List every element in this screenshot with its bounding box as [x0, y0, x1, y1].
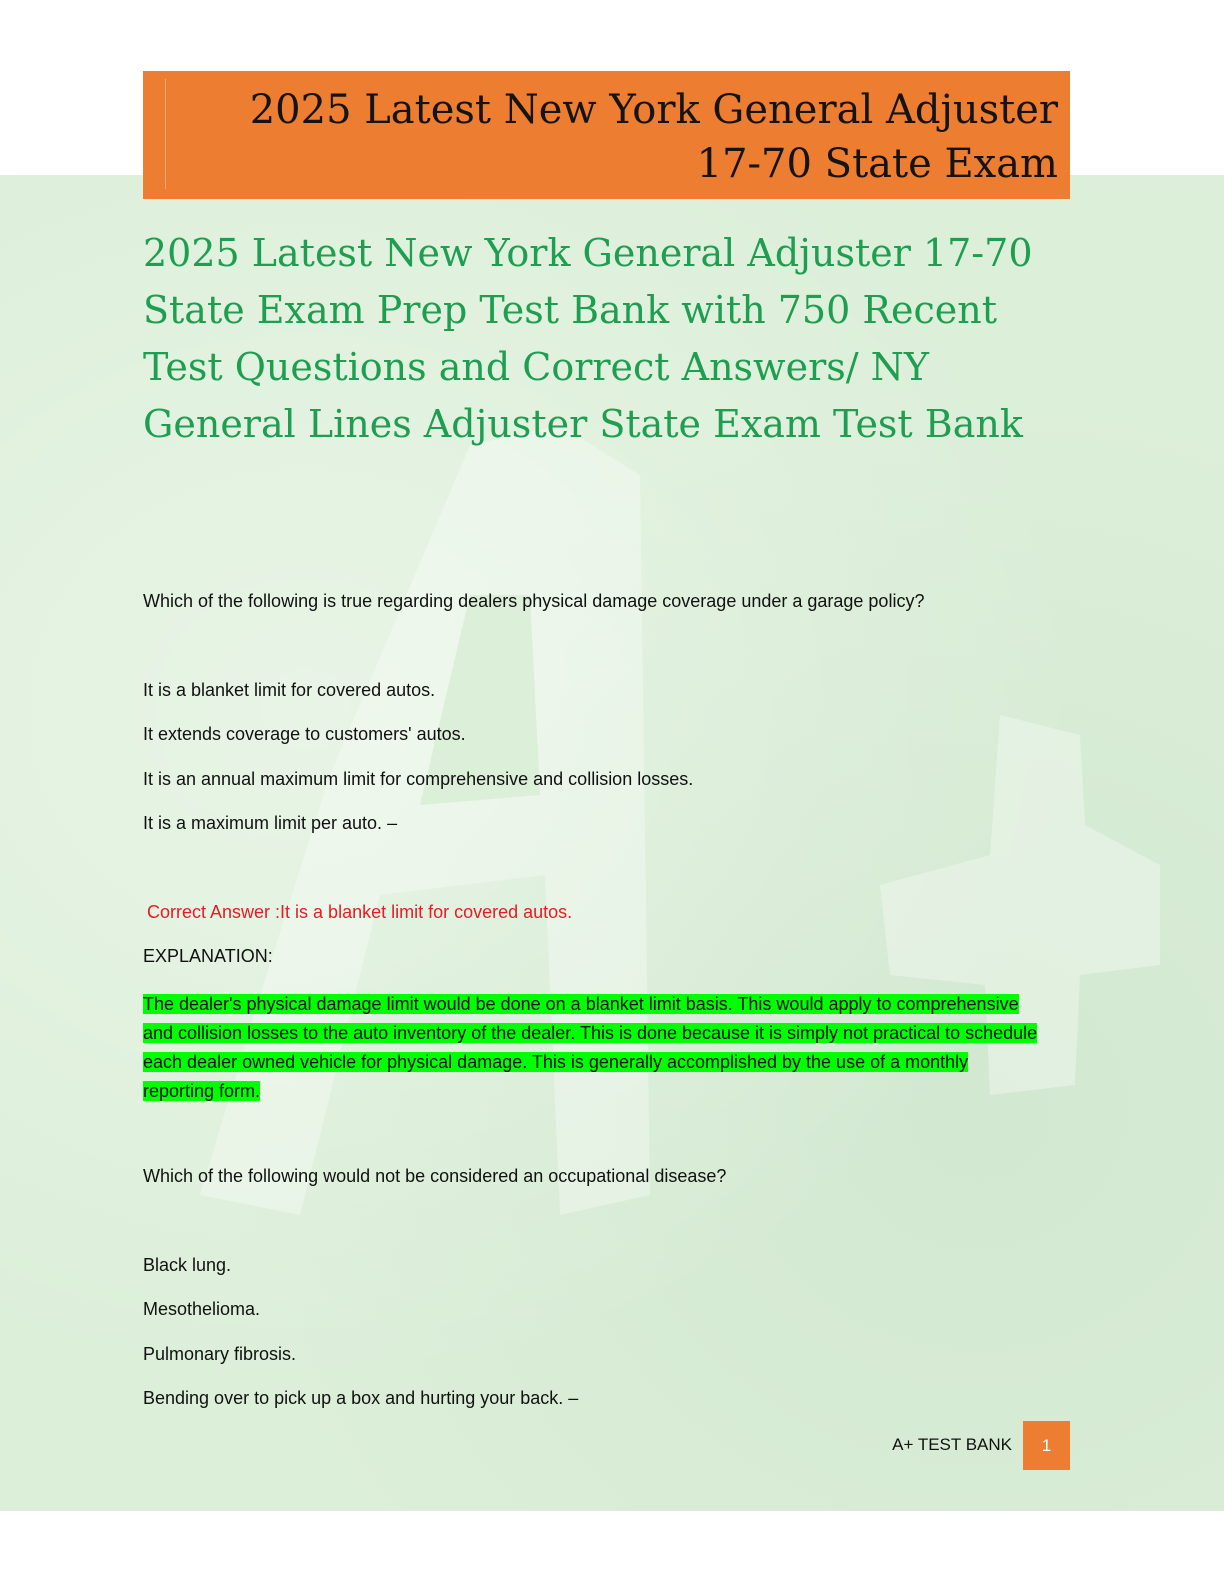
q2-option-3: Pulmonary fibrosis.	[143, 1344, 297, 1364]
question-2: Which of the following would not be considered an occupational disease?	[143, 1166, 727, 1186]
q2-option-4: Bending over to pick up a box and hurting your back. –	[143, 1388, 579, 1408]
document-heading: 2025 Latest New York General Adjuster 17-70 State Exam Prep Test Bank with 750 Recent Test Questions and Correct Answers/ NY General Lines Adjuster State Exam Test Bank	[143, 231, 1033, 446]
question-1: Which of the following is true regarding dealers physical damage coverage under a garage policy?	[143, 591, 925, 611]
q1-explanation-label: EXPLANATION:	[143, 946, 273, 966]
q1-explanation	[143, 990, 1043, 1106]
banner-title: 2025 Latest New York General Adjuster 17-70 State Exam	[249, 87, 1058, 187]
q1-option-1: It is a blanket limit for covered autos.	[143, 680, 436, 700]
q1-explanation-text: The dealer's physical damage limit would be done on a blanket limit basis. This would apply to comprehensive and collision losses to the auto inventory of the dealer. This is done because it is simply not practical to schedule each dealer owned vehicle for physical damage. This is generally accomplished by the use of a monthly reporting form.	[143, 994, 1038, 1101]
page-number: 1	[1023, 1421, 1070, 1470]
q1-option-3: It is an annual maximum limit for comprehensive and collision losses.	[143, 769, 694, 789]
q1-correct-answer: Correct Answer :It is a blanket limit for covered autos.	[147, 902, 573, 922]
q1-option-2: It extends coverage to customers' autos.	[143, 724, 466, 744]
q2-option-1: Black lung.	[143, 1255, 232, 1275]
q2-option-2: Mesothelioma.	[143, 1299, 261, 1319]
title-banner	[143, 71, 1070, 199]
banner-rule	[165, 79, 166, 189]
footer-label: A+ TEST BANK	[892, 1435, 1012, 1454]
q1-option-4: It is a maximum limit per auto. –	[143, 813, 398, 833]
